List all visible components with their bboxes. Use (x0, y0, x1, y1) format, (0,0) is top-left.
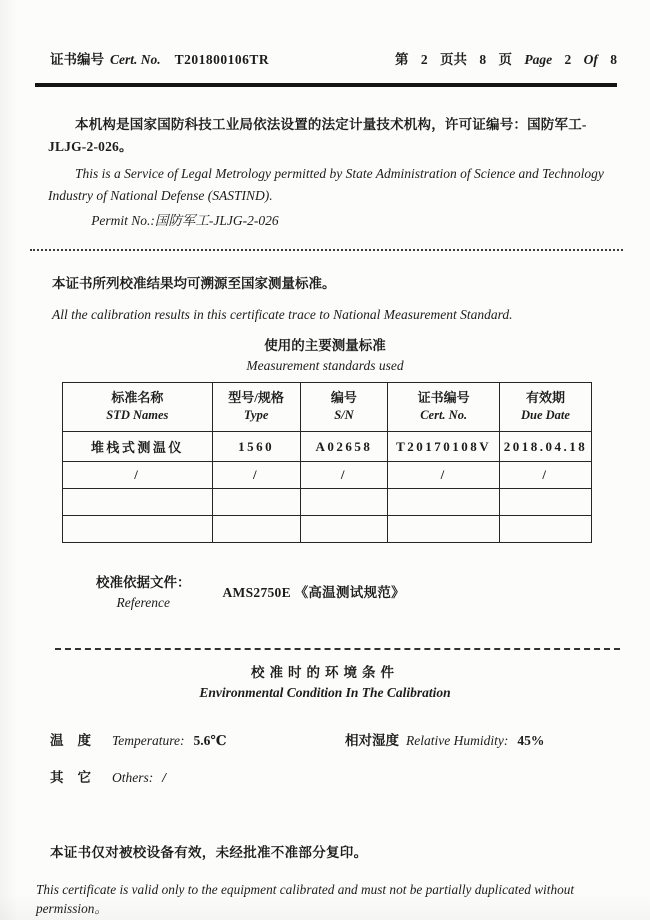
table-cell (212, 489, 300, 516)
column-header: 编号 S/N (300, 383, 388, 432)
humidity-label-en: Relative Humidity: (406, 732, 509, 748)
table-header-row (63, 383, 592, 432)
table-row (63, 432, 592, 462)
statement-zh: 本机构是国家国防科技工业局依法设置的法定计量技术机构，许可证编号：国防军工-JLJG-2-026。 (48, 116, 587, 154)
table-cell: 堆栈式测温仪 (63, 432, 213, 462)
environment-title-en: Environmental Condition In The Calibration (199, 685, 451, 701)
page-label-zh-3: 页 (498, 52, 512, 67)
reference-section (96, 573, 650, 612)
environment-values-row (50, 729, 650, 749)
page-current-number-en: 2 (564, 52, 572, 67)
table-cell (388, 489, 500, 516)
humidity-value: 45% (517, 732, 545, 748)
temperature-item (50, 729, 345, 749)
page-of-label: Of (583, 52, 598, 67)
page-label-zh-1: 第 (395, 52, 409, 67)
standards-table-head (63, 383, 592, 432)
statement-en: This is a Service of Legal Metrology permitted by State Administration of Science and Technology Industry of National Defense (SASTIND). (48, 166, 604, 203)
table-cell (300, 489, 388, 516)
standards-table (62, 382, 592, 543)
others-label-zh: 其它 (50, 769, 105, 785)
table-cell: 1560 (212, 432, 300, 462)
column-header: 型号/规格 Type (212, 383, 300, 432)
column-header: 有效期 Due Date (499, 383, 591, 432)
cert-number: T201800106TR (174, 52, 270, 67)
page-number-line (386, 48, 617, 68)
table-cell (212, 516, 300, 543)
page-current-number: 2 (420, 52, 428, 67)
table-cell: / (499, 462, 591, 489)
environment-section-title (0, 663, 650, 704)
table-cell: A02658 (300, 432, 388, 462)
page-total-number-en: 8 (610, 52, 617, 67)
humidity-label-zh: 相对湿度 (345, 732, 399, 748)
dotted-separator (30, 249, 623, 251)
reference-value: AMS2750E 《高温测试规范》 (222, 584, 405, 600)
traceability-statement (52, 274, 604, 325)
table-cell: / (388, 462, 500, 489)
table-cell (63, 489, 213, 516)
environment-title-zh: 校准时的环境条件 (251, 665, 399, 681)
legal-metrology-statement (48, 114, 604, 233)
header-rule (35, 83, 617, 87)
standards-table-body (63, 432, 592, 543)
others-item (50, 766, 650, 786)
table-cell (499, 516, 591, 543)
column-header: 证书编号 Cert. No. (388, 383, 500, 432)
temperature-label-zh: 温度 (50, 732, 105, 748)
temperature-label-en: Temperature: (112, 732, 185, 748)
table-cell: 2018.04.18 (499, 432, 591, 462)
validity-note-zh: 本证书仅对被校设备有效，未经批准不准部分复印。 (50, 844, 368, 860)
table-cell: / (63, 462, 213, 489)
validity-note-en: This certificate is valid only to the equipment calibrated and must not be partially duplicated without permission。 (36, 881, 575, 916)
permit-number-line: Permit No.:国防军工-JLJG-2-026 (91, 213, 279, 229)
table-cell: / (300, 462, 388, 489)
page-total-number: 8 (479, 52, 487, 67)
cert-number-line (50, 48, 275, 68)
reference-label (96, 573, 191, 612)
others-value: / (162, 769, 167, 785)
reference-label-en: Reference (116, 594, 170, 610)
others-label-en: Others: (112, 769, 154, 785)
table-cell (388, 516, 500, 543)
column-header: 标准名称 STD Names (63, 383, 213, 432)
traceability-en: All the calibration results in this certificate trace to National Measurement Standard. (52, 306, 513, 322)
cert-label-zh: 证书编号 (50, 52, 104, 67)
table-row (63, 516, 592, 543)
table-row (63, 462, 592, 489)
page-header (50, 48, 617, 68)
page-label-zh-2: 页共 (440, 52, 467, 67)
cert-label-en: Cert. No. (110, 52, 161, 67)
standards-section-title (0, 336, 650, 375)
table-cell: / (212, 462, 300, 489)
standards-title-en: Measurement standards used (246, 357, 404, 373)
table-cell: T20170108V (388, 432, 500, 462)
dashed-separator (55, 648, 620, 650)
table-cell (499, 489, 591, 516)
page-label-en: Page (524, 52, 553, 67)
standards-title-zh: 使用的主要测量标准 (264, 337, 386, 353)
table-cell (63, 516, 213, 543)
temperature-value: 5.6℃ (193, 732, 227, 748)
table-row (63, 489, 592, 516)
humidity-item (345, 729, 544, 749)
table-cell (300, 516, 388, 543)
reference-label-zh: 校准依据文件： (96, 575, 191, 591)
traceability-zh: 本证书所列校准结果均可溯源至国家测量标准。 (52, 276, 336, 292)
